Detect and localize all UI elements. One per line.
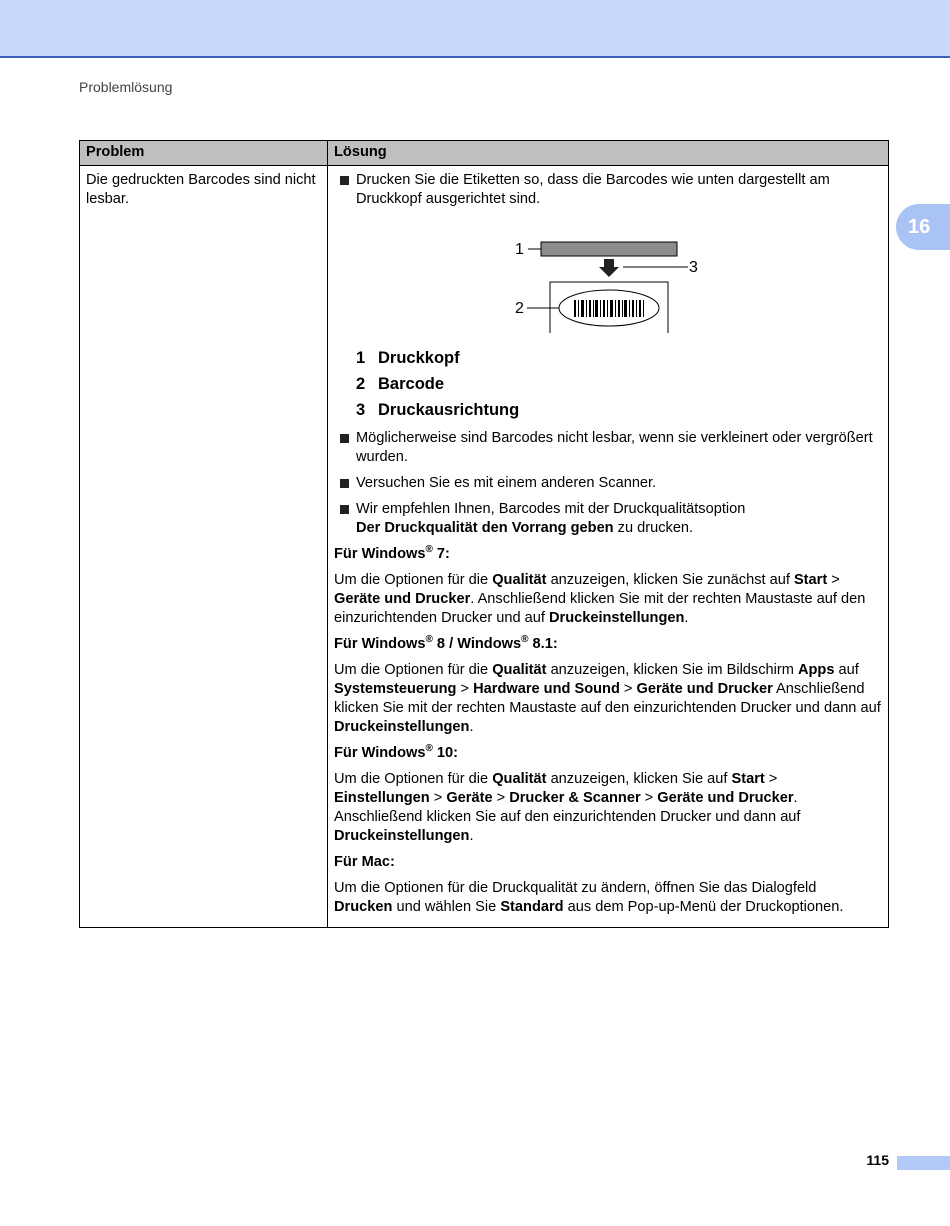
printhead-shape	[541, 242, 677, 256]
table-header-row	[80, 141, 889, 166]
barcode-orientation-figure	[334, 221, 882, 337]
bullet-text: Drucken Sie die Etiketten so, dass die Barcodes wie unten dargestellt am Druckkopf ausgerichtet sind.	[356, 172, 830, 207]
windows7-heading: Für Windows® 7:	[334, 544, 450, 562]
page-number: 115	[866, 1152, 889, 1168]
troubleshooting-table	[79, 140, 889, 928]
legend-label: Druckkopf	[378, 349, 460, 367]
table-row	[80, 166, 889, 928]
windows8-instructions: Um die Optionen für die Qualität anzuzeigen, klicken Sie im Bildschirm Apps auf Systemsteuerung > Hardware und Sound > Geräte und Drucker Anschließend klicken Sie mit der rechten Maustaste auf den einzurichtenden Drucker und dann auf Druckeinstellungen.	[334, 662, 881, 735]
mac-instructions: Um die Optionen für die Druckqualität zu ändern, öffnen Sie das Dialogfeld Drucken und wählen Sie Standard aus dem Pop-up-Menü der Druckoptionen.	[334, 880, 844, 915]
header-band	[0, 0, 950, 58]
windows10-instructions: Um die Optionen für die Qualität anzuzeigen, klicken Sie auf Start > Einstellungen > Geräte > Drucker & Scanner > Geräte und Drucker. Anschließend klicken Sie auf den einzurichtenden Drucker und dann auf Druckeinstellungen.	[334, 771, 801, 844]
printhead-barcode-illustration	[334, 221, 882, 337]
windows8-heading: Für Windows® 8 / Windows® 8.1:	[334, 634, 558, 652]
list-item	[334, 500, 882, 538]
bullet-text: zu drucken.	[613, 520, 694, 536]
list-item	[334, 474, 882, 493]
figure-legend	[356, 345, 882, 423]
bullet-text: Versuchen Sie es mit einem anderen Scanner.	[356, 475, 657, 491]
callout-2-label: 2	[515, 300, 524, 317]
legend-label: Druckausrichtung	[378, 401, 520, 419]
option-name: Der Druckqualität den Vorrang geben	[356, 520, 614, 536]
header-problem: Problem	[80, 141, 328, 166]
bullet-text: Möglicherweise sind Barcodes nicht lesbar, wenn sie verkleinert oder vergrößert wurden.	[356, 430, 873, 465]
bullet-square-icon	[340, 434, 349, 443]
list-item	[334, 429, 882, 467]
windows10-heading: Für Windows® 10:	[334, 743, 459, 761]
bullet-text: Wir empfehlen Ihnen, Barcodes mit der Druckqualitätsoption	[356, 501, 746, 517]
problem-text: Die gedruckten Barcodes sind nicht lesbar.	[86, 172, 316, 207]
legend-item	[356, 397, 882, 423]
legend-item	[356, 371, 882, 397]
mac-heading: Für Mac:	[334, 854, 395, 870]
header-solution: Lösung	[328, 141, 889, 166]
legend-item	[356, 345, 882, 371]
callout-1-label: 1	[515, 241, 524, 258]
direction-arrow-icon	[599, 259, 619, 277]
windows7-instructions: Um die Optionen für die Qualität anzuzeigen, klicken Sie zunächst auf Start > Geräte und Drucker. Anschließend klicken Sie mit der rechten Maustaste auf den einzurichtenden Drucker und auf Druckeinstellungen.	[334, 572, 866, 626]
bullet-square-icon	[340, 505, 349, 514]
bullet-square-icon	[340, 176, 349, 185]
solution-cell	[328, 166, 889, 928]
chapter-tab: 16	[896, 204, 950, 250]
problem-cell	[80, 166, 328, 928]
legend-number: 3	[356, 401, 366, 419]
legend-number: 2	[356, 375, 366, 393]
legend-label: Barcode	[378, 375, 445, 393]
callout-3-label: 3	[689, 259, 698, 276]
bullet-square-icon	[340, 479, 349, 488]
footer-band	[897, 1156, 950, 1170]
running-title: Problemlösung	[79, 79, 173, 95]
list-item	[334, 171, 882, 209]
legend-number: 1	[356, 349, 366, 367]
